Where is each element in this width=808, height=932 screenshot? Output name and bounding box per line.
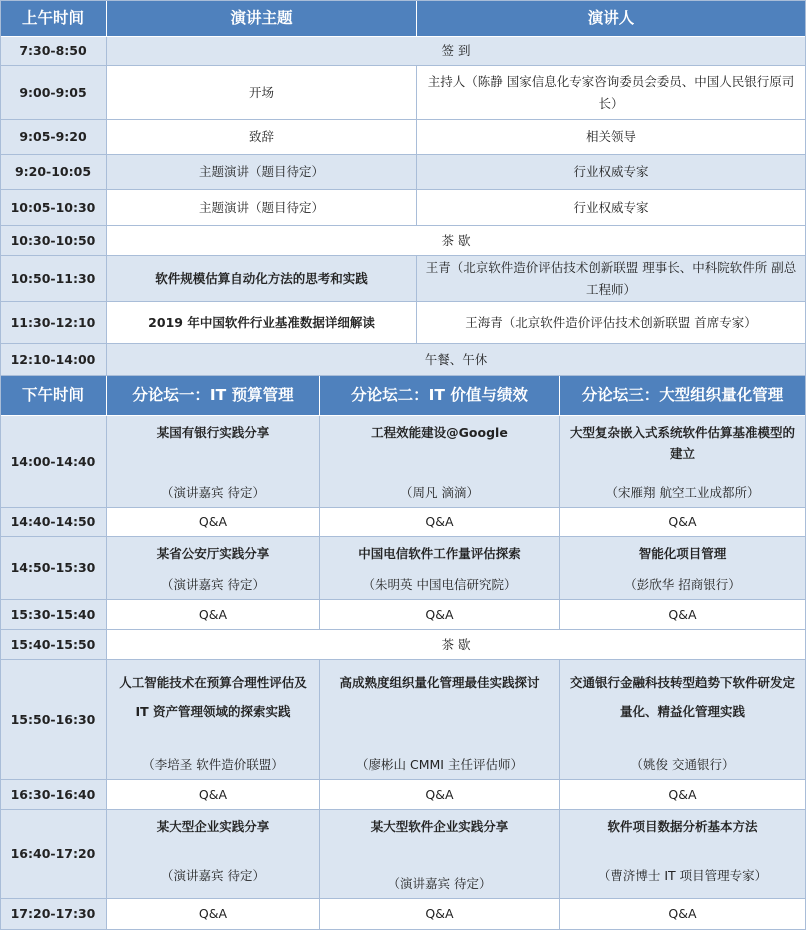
time-cell: 15:50-16:30: [0, 660, 107, 780]
time-cell: 14:50-15:30: [0, 537, 107, 600]
talk-cell: [320, 416, 560, 508]
speaker-cell: 相关领导: [417, 120, 806, 155]
talk-cell: [320, 537, 560, 600]
qa-cell: Q&A: [320, 600, 560, 630]
speaker-cell: 主持人（陈静 国家信息化专家咨询委员会委员、中国人民银行原司长）: [417, 66, 806, 120]
talk-speaker: （演讲嘉宾 待定）: [161, 484, 265, 500]
talk-title: 智能化项目管理: [638, 546, 727, 561]
talk-title: 软件项目数据分析基本方法: [607, 819, 758, 834]
qa-cell: Q&A: [320, 780, 560, 810]
topic-cell: 主题演讲（题目待定）: [107, 190, 417, 226]
morning-time-header: 上午时间: [0, 0, 107, 37]
talk-cell: [107, 660, 320, 780]
talk-speaker: （李培圣 软件造价联盟）: [142, 756, 284, 772]
qa-cell: Q&A: [107, 600, 320, 630]
talk-cell: [560, 537, 806, 600]
talk-speaker: （廖彬山 CMMI 主任评估师）: [356, 756, 523, 772]
morning-speaker-header: 演讲人: [417, 0, 806, 37]
forum2-header: 分论坛二：IT 价值与绩效: [320, 376, 560, 416]
qa-cell: Q&A: [107, 508, 320, 537]
speaker-cell: 王青（北京软件造价评估技术创新联盟 理事长、中科院软件所 副总工程师）: [417, 256, 806, 302]
time-cell: 14:40-14:50: [0, 508, 107, 537]
talk-speaker: （曹济博士 IT 项目管理专家）: [597, 867, 768, 883]
time-cell: 10:50-11:30: [0, 256, 107, 302]
tea-break-cell: 茶 歇: [107, 226, 806, 256]
talk-title: 中国电信软件工作量评估探索: [358, 546, 521, 561]
time-cell: 14:00-14:40: [0, 416, 107, 508]
talk-title: 交通银行金融科技转型趋势下软件研发定量化、精益化管理实践: [569, 675, 795, 720]
talk-cell: [107, 537, 320, 600]
talk-cell: [560, 660, 806, 780]
time-cell: 10:05-10:30: [0, 190, 107, 226]
lunch-cell: 午餐、午休: [107, 344, 806, 376]
qa-cell: Q&A: [320, 899, 560, 930]
talk-speaker: （彭欣华 招商银行）: [624, 576, 741, 592]
forum1-header: 分论坛一：IT 预算管理: [107, 376, 320, 416]
talk-title: 高成熟度组织量化管理最佳实践探讨: [339, 675, 540, 690]
time-cell: 10:30-10:50: [0, 226, 107, 256]
talk-title: 大型复杂嵌入式系统软件估算基准模型的建立: [569, 425, 795, 462]
talk-cell: [107, 810, 320, 899]
time-cell: 9:00-9:05: [0, 66, 107, 120]
time-cell: 15:30-15:40: [0, 600, 107, 630]
topic-cell: 致辞: [107, 120, 417, 155]
talk-cell: [107, 416, 320, 508]
time-cell: 11:30-12:10: [0, 302, 107, 344]
forum3-header: 分论坛三：大型组织量化管理: [560, 376, 806, 416]
talk-speaker: （演讲嘉宾 待定）: [161, 867, 265, 883]
talk-speaker: （姚俊 交通银行）: [630, 756, 735, 772]
time-cell: 16:30-16:40: [0, 780, 107, 810]
speaker-cell: 行业权威专家: [417, 155, 806, 190]
speaker-cell: 王海青（北京软件造价评估技术创新联盟 首席专家）: [417, 302, 806, 344]
talk-cell: [560, 416, 806, 508]
time-cell: 16:40-17:20: [0, 810, 107, 899]
qa-cell: Q&A: [560, 600, 806, 630]
talk-speaker: （演讲嘉宾 待定）: [387, 875, 492, 891]
qa-cell: Q&A: [320, 508, 560, 537]
afternoon-time-header: 下午时间: [0, 376, 107, 416]
speaker-cell: 行业权威专家: [417, 190, 806, 226]
qa-cell: Q&A: [560, 508, 806, 537]
time-cell: 17:20-17:30: [0, 899, 107, 930]
morning-topic-header: 演讲主题: [107, 0, 417, 37]
talk-speaker: （朱明英 中国电信研究院）: [362, 576, 517, 592]
checkin-cell: 签 到: [107, 37, 806, 66]
talk-speaker: （演讲嘉宾 待定）: [161, 576, 265, 592]
talk-cell: [320, 660, 560, 780]
qa-cell: Q&A: [560, 899, 806, 930]
talk-cell: [320, 810, 560, 899]
talk-title: 工程效能建设@Google: [371, 425, 508, 440]
time-cell: 9:20-10:05: [0, 155, 107, 190]
time-cell: 9:05-9:20: [0, 120, 107, 155]
time-cell: 12:10-14:00: [0, 344, 107, 376]
tea-break-cell: 茶 歇: [107, 630, 806, 660]
topic-cell: 主题演讲（题目待定）: [107, 155, 417, 190]
qa-cell: Q&A: [560, 780, 806, 810]
topic-cell: 软件规模估算自动化方法的思考和实践: [107, 256, 417, 302]
talk-cell: [560, 810, 806, 899]
talk-title: 某省公安厅实践分享: [156, 546, 270, 561]
qa-cell: Q&A: [107, 899, 320, 930]
qa-cell: Q&A: [107, 780, 320, 810]
talk-title: 某大型软件企业实践分享: [370, 819, 509, 834]
talk-title: 人工智能技术在预算合理性评估及 IT 资产管理领域的探索实践: [119, 675, 307, 720]
time-cell: 7:30-8:50: [0, 37, 107, 66]
topic-cell: 2019 年中国软件行业基准数据详细解读: [107, 302, 417, 344]
talk-speaker: （周凡 滴滴）: [400, 484, 479, 500]
talk-title: 某大型企业实践分享: [156, 819, 270, 834]
talk-speaker: （宋雁翔 航空工业成都所）: [605, 484, 760, 500]
talk-title: 某国有银行实践分享: [156, 425, 270, 440]
topic-cell: 开场: [107, 66, 417, 120]
time-cell: 15:40-15:50: [0, 630, 107, 660]
